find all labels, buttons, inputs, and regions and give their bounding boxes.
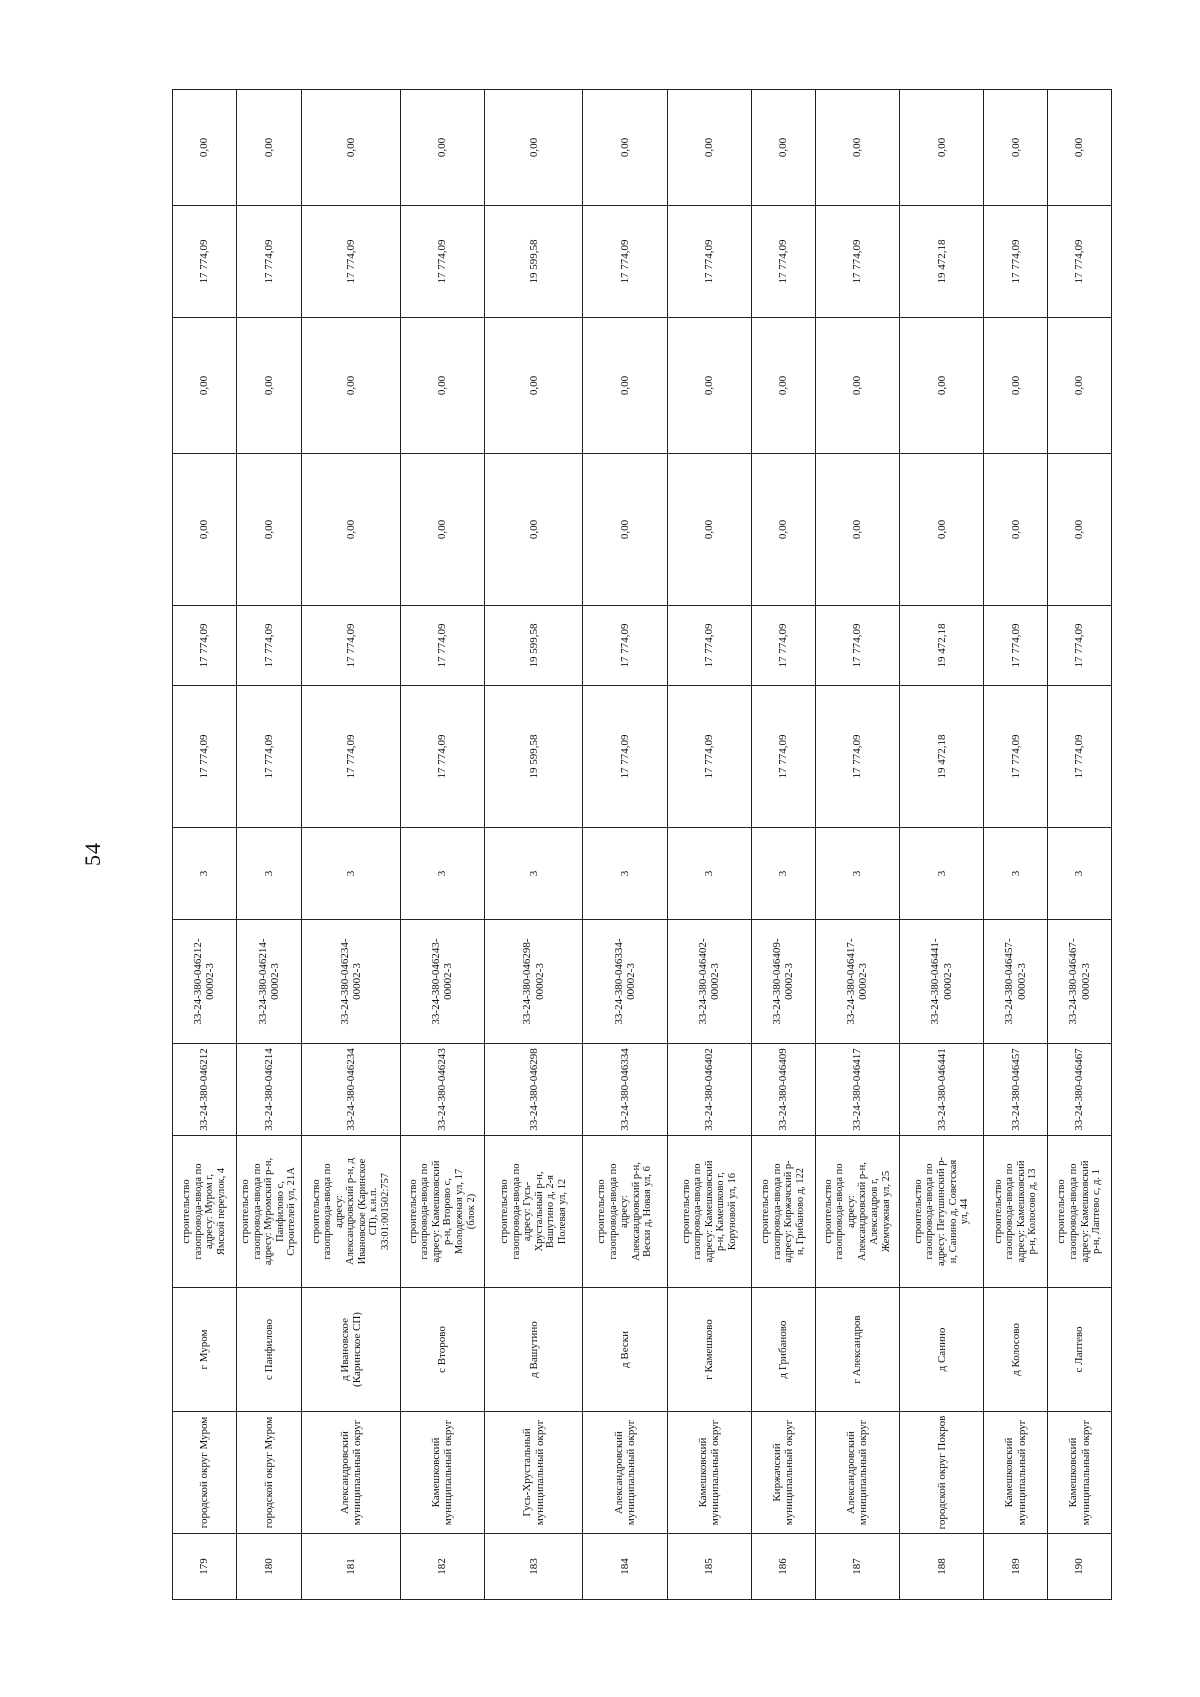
district-cell: Гусь-Хрустальный муниципальный округ bbox=[485, 1412, 583, 1534]
object-code-cell: 33-24-380-046212 bbox=[173, 1044, 237, 1136]
description-line: газопровода-ввода по bbox=[924, 1163, 936, 1260]
amount-cell: 17 774,09 bbox=[583, 686, 667, 828]
description-line: строительство bbox=[499, 1179, 511, 1244]
category-cell: 3 bbox=[1048, 828, 1112, 920]
row-number: 180 bbox=[236, 1534, 302, 1600]
object-code-cell: 33-24-380-046417 bbox=[815, 1044, 899, 1136]
locality-cell: с Панфилово bbox=[236, 1288, 302, 1412]
description-line: адресу: Камешковский bbox=[703, 1160, 715, 1263]
amount-cell: 19 472,18 bbox=[900, 606, 984, 686]
description-cell bbox=[302, 1136, 400, 1288]
description-line: строительство bbox=[240, 1179, 252, 1244]
table-row bbox=[752, 90, 816, 1600]
amount-cell: 0,00 bbox=[485, 318, 583, 454]
amount-cell: 17 774,09 bbox=[302, 606, 400, 686]
amount-cell: 0,00 bbox=[900, 454, 984, 606]
contract-code-cell: 33-24-380-046441-00002-3 bbox=[900, 920, 984, 1044]
description-line: строительство bbox=[310, 1179, 322, 1244]
district-cell: городской округ Покров bbox=[900, 1412, 984, 1534]
amount-cell: 17 774,09 bbox=[173, 206, 237, 318]
amount-cell: 17 774,09 bbox=[236, 606, 302, 686]
category-cell: 3 bbox=[667, 828, 751, 920]
table-row bbox=[815, 90, 899, 1600]
locality-cell: г Камешково bbox=[667, 1288, 751, 1412]
category-cell: 3 bbox=[485, 828, 583, 920]
contract-code-cell: 33-24-380-046457-00002-3 bbox=[984, 920, 1048, 1044]
description-line: адресу: Камешковский bbox=[1079, 1160, 1091, 1263]
amount-cell: 17 774,09 bbox=[1048, 606, 1112, 686]
amount-cell: 17 774,09 bbox=[400, 606, 484, 686]
description-line: Ивановское (Каринское bbox=[356, 1158, 368, 1265]
amount-cell: 0,00 bbox=[485, 454, 583, 606]
description-line: адресу: bbox=[619, 1195, 631, 1228]
amount-cell: 0,00 bbox=[236, 318, 302, 454]
description-line: адресу: Гусь- bbox=[522, 1181, 534, 1242]
object-code-cell: 33-24-380-046298 bbox=[485, 1044, 583, 1136]
description-cell bbox=[752, 1136, 816, 1288]
gas-pipeline-table bbox=[172, 89, 1112, 1600]
amount-cell: 0,00 bbox=[984, 90, 1048, 206]
description-cell bbox=[583, 1136, 667, 1288]
amount-cell: 0,00 bbox=[984, 318, 1048, 454]
amount-cell: 0,00 bbox=[667, 454, 751, 606]
category-cell: 3 bbox=[302, 828, 400, 920]
row-number: 179 bbox=[173, 1534, 237, 1600]
table-row bbox=[400, 90, 484, 1600]
row-number: 189 bbox=[984, 1534, 1048, 1600]
district-cell: Камешковский муниципальный округ bbox=[984, 1412, 1048, 1534]
description-line: р-н, Второво с, bbox=[442, 1178, 454, 1245]
description-line: Хрустальный р-н, bbox=[533, 1171, 545, 1252]
description-line: н, Грибаново д, 122 bbox=[794, 1167, 806, 1256]
table-row bbox=[667, 90, 751, 1600]
row-number: 185 bbox=[667, 1534, 751, 1600]
description-cell bbox=[485, 1136, 583, 1288]
amount-cell: 0,00 bbox=[485, 90, 583, 206]
contract-code-cell: 33-24-380-046298-00002-3 bbox=[485, 920, 583, 1044]
object-code-cell: 33-24-380-046243 bbox=[400, 1044, 484, 1136]
amount-cell: 17 774,09 bbox=[984, 206, 1048, 318]
amount-cell: 17 774,09 bbox=[236, 686, 302, 828]
description-line: р-н, Камешково г, bbox=[715, 1172, 727, 1251]
district-cell: городской округ Муром bbox=[173, 1412, 237, 1534]
page-number: 54 bbox=[80, 842, 105, 866]
description-line: Александровский р-н, bbox=[630, 1162, 642, 1261]
amount-cell: 17 774,09 bbox=[173, 606, 237, 686]
amount-cell: 17 774,09 bbox=[984, 606, 1048, 686]
amount-cell: 0,00 bbox=[815, 318, 899, 454]
contract-code-cell: 33-24-380-046334-00002-3 bbox=[583, 920, 667, 1044]
category-cell: 3 bbox=[236, 828, 302, 920]
locality-cell: г Муром bbox=[173, 1288, 237, 1412]
row-number: 190 bbox=[1048, 1534, 1112, 1600]
amount-cell: 0,00 bbox=[1048, 454, 1112, 606]
description-line: газопровода-ввода по bbox=[251, 1163, 263, 1260]
description-cell bbox=[667, 1136, 751, 1288]
description-line: Строителей ул, 21А bbox=[286, 1167, 298, 1256]
amount-cell: 0,00 bbox=[400, 454, 484, 606]
description-line: газопровода-ввода по bbox=[834, 1163, 846, 1260]
description-line: адресу: Муром г, bbox=[204, 1174, 216, 1249]
table-body bbox=[173, 90, 1112, 1600]
category-cell: 3 bbox=[173, 828, 237, 920]
description-cell bbox=[173, 1136, 237, 1288]
amount-cell: 0,00 bbox=[752, 454, 816, 606]
description-cell bbox=[1048, 1136, 1112, 1288]
row-number: 183 bbox=[485, 1534, 583, 1600]
amount-cell: 17 774,09 bbox=[815, 686, 899, 828]
amount-cell: 0,00 bbox=[583, 318, 667, 454]
description-line: газопровода-ввода по bbox=[692, 1163, 704, 1260]
amount-cell: 17 774,09 bbox=[1048, 686, 1112, 828]
amount-cell: 17 774,09 bbox=[752, 206, 816, 318]
description-line: строительство bbox=[181, 1179, 193, 1244]
district-cell: Александровский муниципальный округ bbox=[302, 1412, 400, 1534]
locality-cell: д Колосово bbox=[984, 1288, 1048, 1412]
description-line: Полевая ул, 12 bbox=[556, 1178, 568, 1245]
category-cell: 3 bbox=[900, 828, 984, 920]
district-cell: Александровский муниципальный округ bbox=[583, 1412, 667, 1534]
amount-cell: 0,00 bbox=[302, 318, 400, 454]
table-row bbox=[236, 90, 302, 1600]
object-code-cell: 33-24-380-046409 bbox=[752, 1044, 816, 1136]
amount-cell: 19 599,58 bbox=[485, 606, 583, 686]
row-number: 182 bbox=[400, 1534, 484, 1600]
amount-cell: 0,00 bbox=[667, 318, 751, 454]
locality-cell: д Санино bbox=[900, 1288, 984, 1412]
amount-cell: 0,00 bbox=[667, 90, 751, 206]
object-code-cell: 33-24-380-046334 bbox=[583, 1044, 667, 1136]
amount-cell: 17 774,09 bbox=[583, 606, 667, 686]
amount-cell: 0,00 bbox=[900, 318, 984, 454]
description-line: газопровода-ввода по bbox=[322, 1163, 334, 1260]
amount-cell: 19 599,58 bbox=[485, 206, 583, 318]
description-line: Александровский р-н, д bbox=[345, 1158, 357, 1265]
locality-cell: д Вески bbox=[583, 1288, 667, 1412]
amount-cell: 0,00 bbox=[236, 454, 302, 606]
description-line: Ямской переулок, 4 bbox=[215, 1167, 227, 1256]
description-line: газопровода-ввода по bbox=[1004, 1163, 1016, 1260]
table-row bbox=[900, 90, 984, 1600]
amount-cell: 0,00 bbox=[583, 454, 667, 606]
row-number: 181 bbox=[302, 1534, 400, 1600]
locality-cell: с Второво bbox=[400, 1288, 484, 1412]
description-line: строительство bbox=[912, 1179, 924, 1244]
description-line: газопровода-ввода по bbox=[771, 1163, 783, 1260]
amount-cell: 0,00 bbox=[302, 454, 400, 606]
row-number: 188 bbox=[900, 1534, 984, 1600]
description-line: Панфилово с, bbox=[274, 1181, 286, 1242]
amount-cell: 0,00 bbox=[984, 454, 1048, 606]
description-line: газопровода-ввода по bbox=[607, 1163, 619, 1260]
description-cell bbox=[984, 1136, 1048, 1288]
amount-cell: 17 774,09 bbox=[667, 206, 751, 318]
amount-cell: 0,00 bbox=[752, 318, 816, 454]
amount-cell: 17 774,09 bbox=[400, 206, 484, 318]
contract-code-cell: 33-24-380-046234-00002-3 bbox=[302, 920, 400, 1044]
description-line: СП), к.н.п. bbox=[368, 1187, 380, 1236]
description-cell bbox=[236, 1136, 302, 1288]
amount-cell: 19 472,18 bbox=[900, 686, 984, 828]
contract-code-cell: 33-24-380-046212-00002-3 bbox=[173, 920, 237, 1044]
description-line: адресу: bbox=[333, 1195, 345, 1228]
description-line: строительство bbox=[596, 1179, 608, 1244]
amount-cell: 17 774,09 bbox=[400, 686, 484, 828]
contract-code-cell: 33-24-380-046467-00002-3 bbox=[1048, 920, 1112, 1044]
category-cell: 3 bbox=[815, 828, 899, 920]
description-line: Вески д, Новая ул, 6 bbox=[642, 1166, 654, 1257]
contract-code-cell: 33-24-380-046214-00002-3 bbox=[236, 920, 302, 1044]
object-code-cell: 33-24-380-046214 bbox=[236, 1044, 302, 1136]
amount-cell: 17 774,09 bbox=[815, 206, 899, 318]
description-line: (блок 2) bbox=[465, 1193, 477, 1230]
amount-cell: 17 774,09 bbox=[984, 686, 1048, 828]
amount-cell: 17 774,09 bbox=[752, 686, 816, 828]
locality-cell: д Грибаново bbox=[752, 1288, 816, 1412]
description-line: адресу: Камешковский bbox=[1015, 1160, 1027, 1263]
description-cell bbox=[400, 1136, 484, 1288]
amount-cell: 0,00 bbox=[400, 90, 484, 206]
table-row bbox=[173, 90, 237, 1600]
amount-cell: 17 774,09 bbox=[173, 686, 237, 828]
contract-code-cell: 33-24-380-046417-00002-3 bbox=[815, 920, 899, 1044]
table-row bbox=[583, 90, 667, 1600]
description-line: строительство bbox=[1056, 1179, 1068, 1244]
amount-cell: 0,00 bbox=[236, 90, 302, 206]
district-cell: Камешковский муниципальный округ bbox=[667, 1412, 751, 1534]
locality-cell: с Лаптево bbox=[1048, 1288, 1112, 1412]
amount-cell: 0,00 bbox=[815, 90, 899, 206]
amount-cell: 0,00 bbox=[1048, 90, 1112, 206]
rotated-table-wrapper bbox=[172, 90, 1112, 1600]
amount-cell: 17 774,09 bbox=[667, 686, 751, 828]
category-cell: 3 bbox=[984, 828, 1048, 920]
category-cell: 3 bbox=[752, 828, 816, 920]
amount-cell: 17 774,09 bbox=[752, 606, 816, 686]
object-code-cell: 33-24-380-046441 bbox=[900, 1044, 984, 1136]
district-cell: Камешковский муниципальный округ bbox=[1048, 1412, 1112, 1534]
description-line: газопровода-ввода по bbox=[419, 1163, 431, 1260]
description-line: Вашутино д, 2-я bbox=[545, 1175, 557, 1248]
description-line: адресу: Петушинский р- bbox=[935, 1157, 947, 1266]
amount-cell: 17 774,09 bbox=[236, 206, 302, 318]
description-line: адресу: bbox=[845, 1195, 857, 1228]
amount-cell: 0,00 bbox=[900, 90, 984, 206]
row-number: 187 bbox=[815, 1534, 899, 1600]
table-row bbox=[302, 90, 400, 1600]
table-row bbox=[984, 90, 1048, 1600]
locality-cell: д Ивановское (Каринское СП) bbox=[302, 1288, 400, 1412]
description-line: адресу: Киржачский р- bbox=[783, 1160, 795, 1263]
locality-cell: г Александров bbox=[815, 1288, 899, 1412]
amount-cell: 17 774,09 bbox=[302, 206, 400, 318]
description-line: Александровский р-н, bbox=[857, 1162, 869, 1261]
description-cell bbox=[815, 1136, 899, 1288]
description-cell bbox=[900, 1136, 984, 1288]
district-cell: городской округ Муром bbox=[236, 1412, 302, 1534]
description-line: р-н, Лаптево с, д. 1 bbox=[1091, 1169, 1103, 1254]
amount-cell: 0,00 bbox=[752, 90, 816, 206]
district-cell: Киржачский муниципальный округ bbox=[752, 1412, 816, 1534]
category-cell: 3 bbox=[583, 828, 667, 920]
description-line: Молодежная ул, 17 bbox=[453, 1168, 465, 1255]
description-line: Жемчужная ул, 25 bbox=[880, 1170, 892, 1253]
description-line: Коруновой ул, 16 bbox=[726, 1172, 738, 1251]
amount-cell: 19 472,18 bbox=[900, 206, 984, 318]
description-line: строительство bbox=[407, 1179, 419, 1244]
description-line: р-н, Колосово д, 13 bbox=[1027, 1168, 1039, 1255]
description-line: газопровода-ввода по bbox=[1068, 1163, 1080, 1260]
amount-cell: 0,00 bbox=[302, 90, 400, 206]
object-code-cell: 33-24-380-046457 bbox=[984, 1044, 1048, 1136]
object-code-cell: 33-24-380-046234 bbox=[302, 1044, 400, 1136]
amount-cell: 0,00 bbox=[173, 454, 237, 606]
locality-cell: д Вашутино bbox=[485, 1288, 583, 1412]
amount-cell: 0,00 bbox=[1048, 318, 1112, 454]
row-number: 184 bbox=[583, 1534, 667, 1600]
description-line: газопровода-ввода по bbox=[510, 1163, 522, 1260]
object-code-cell: 33-24-380-046467 bbox=[1048, 1044, 1112, 1136]
amount-cell: 0,00 bbox=[583, 90, 667, 206]
amount-cell: 17 774,09 bbox=[302, 686, 400, 828]
description-line: Александров г, bbox=[868, 1178, 880, 1245]
amount-cell: 19 599,58 bbox=[485, 686, 583, 828]
amount-cell: 17 774,09 bbox=[1048, 206, 1112, 318]
description-line: адресу: Муромский р-н, bbox=[263, 1157, 275, 1266]
amount-cell: 17 774,09 bbox=[815, 606, 899, 686]
table-row bbox=[485, 90, 583, 1600]
description-line: строительство bbox=[680, 1179, 692, 1244]
row-number: 186 bbox=[752, 1534, 816, 1600]
description-line: строительство bbox=[992, 1179, 1004, 1244]
description-line: газопровода-ввода по bbox=[192, 1163, 204, 1260]
description-line: 33:01:001502:757 bbox=[379, 1173, 391, 1251]
contract-code-cell: 33-24-380-046243-00002-3 bbox=[400, 920, 484, 1044]
district-cell: Александровский муниципальный округ bbox=[815, 1412, 899, 1534]
description-line: строительство bbox=[760, 1179, 772, 1244]
amount-cell: 0,00 bbox=[400, 318, 484, 454]
amount-cell: 0,00 bbox=[173, 318, 237, 454]
contract-code-cell: 33-24-380-046409-00002-3 bbox=[752, 920, 816, 1044]
amount-cell: 17 774,09 bbox=[667, 606, 751, 686]
category-cell: 3 bbox=[400, 828, 484, 920]
contract-code-cell: 33-24-380-046402-00002-3 bbox=[667, 920, 751, 1044]
description-line: ул, 44 bbox=[959, 1198, 971, 1225]
description-line: строительство bbox=[822, 1179, 834, 1244]
amount-cell: 0,00 bbox=[815, 454, 899, 606]
amount-cell: 17 774,09 bbox=[583, 206, 667, 318]
table-row bbox=[1048, 90, 1112, 1600]
description-line: н, Санино д, Советская bbox=[947, 1159, 959, 1264]
district-cell: Камешковский муниципальный округ bbox=[400, 1412, 484, 1534]
object-code-cell: 33-24-380-046402 bbox=[667, 1044, 751, 1136]
description-line: адресу: Камешковский bbox=[430, 1160, 442, 1263]
amount-cell: 0,00 bbox=[173, 90, 237, 206]
